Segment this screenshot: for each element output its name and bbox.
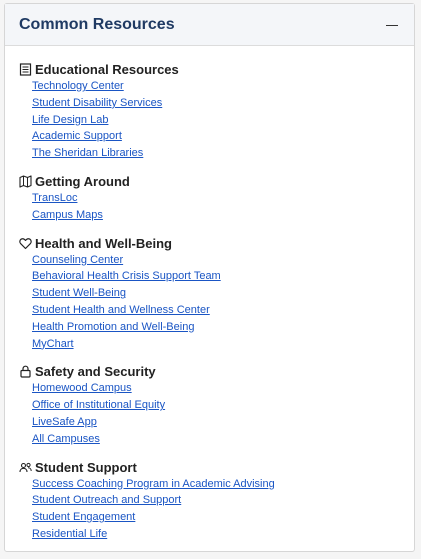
link-all-campuses[interactable]: All Campuses xyxy=(32,432,100,445)
link-student-well-being[interactable]: Student Well-Being xyxy=(32,287,126,300)
link-health-promotion[interactable]: Health Promotion and Well-Being xyxy=(32,320,195,333)
link-counseling-center[interactable]: Counseling Center xyxy=(32,253,124,266)
section-title: Student Support xyxy=(35,459,137,475)
link-academic-support[interactable]: Academic Support xyxy=(32,130,122,143)
map-icon xyxy=(19,175,32,188)
link-residential-life[interactable]: Residential Life xyxy=(32,527,108,540)
section-title: Educational Resources xyxy=(35,62,179,77)
section-student-support xyxy=(19,459,400,543)
heart-icon xyxy=(19,237,32,250)
section-educational-resources xyxy=(19,61,400,162)
link-life-design-lab[interactable]: Life Design Lab xyxy=(32,113,109,126)
link-student-engagement[interactable]: Student Engagement xyxy=(32,511,136,524)
link-sheridan-libraries[interactable]: The Sheridan Libraries xyxy=(32,147,144,160)
section-title: Safety and Security xyxy=(35,364,156,380)
section-health-well-being xyxy=(19,235,400,353)
people-icon xyxy=(19,461,32,474)
link-mychart[interactable]: MyChart xyxy=(32,337,74,350)
common-resources-card xyxy=(4,3,415,552)
card-title: Common Resources xyxy=(19,15,175,33)
link-campus-maps[interactable]: Campus Maps xyxy=(32,208,103,221)
lock-icon xyxy=(19,365,32,378)
link-student-disability-services[interactable]: Student Disability Services xyxy=(32,96,163,109)
document-icon xyxy=(19,63,32,76)
section-title: Health and Well-Being xyxy=(35,235,172,251)
link-behavioral-health-crisis-support[interactable]: Behavioral Health Crisis Support Team xyxy=(32,270,221,283)
link-technology-center[interactable]: Technology Center xyxy=(32,80,124,92)
link-livesafe-app[interactable]: LiveSafe App xyxy=(32,415,97,428)
card-header xyxy=(5,4,414,46)
link-student-health-wellness-center[interactable]: Student Health and Wellness Center xyxy=(32,303,210,316)
link-office-institutional-equity[interactable]: Office of Institutional Equity xyxy=(32,399,166,412)
link-student-outreach-support[interactable]: Student Outreach and Support xyxy=(32,494,182,507)
section-title: Getting Around xyxy=(35,173,130,189)
collapse-button[interactable] xyxy=(384,17,400,33)
link-transloc[interactable]: TransLoc xyxy=(32,191,78,204)
link-success-coaching[interactable]: Success Coaching Program in Academic Advising xyxy=(32,477,275,490)
section-safety-security xyxy=(19,363,400,447)
card-body xyxy=(5,46,414,543)
section-getting-around xyxy=(19,173,400,224)
link-homewood-campus[interactable]: Homewood Campus xyxy=(32,382,132,395)
